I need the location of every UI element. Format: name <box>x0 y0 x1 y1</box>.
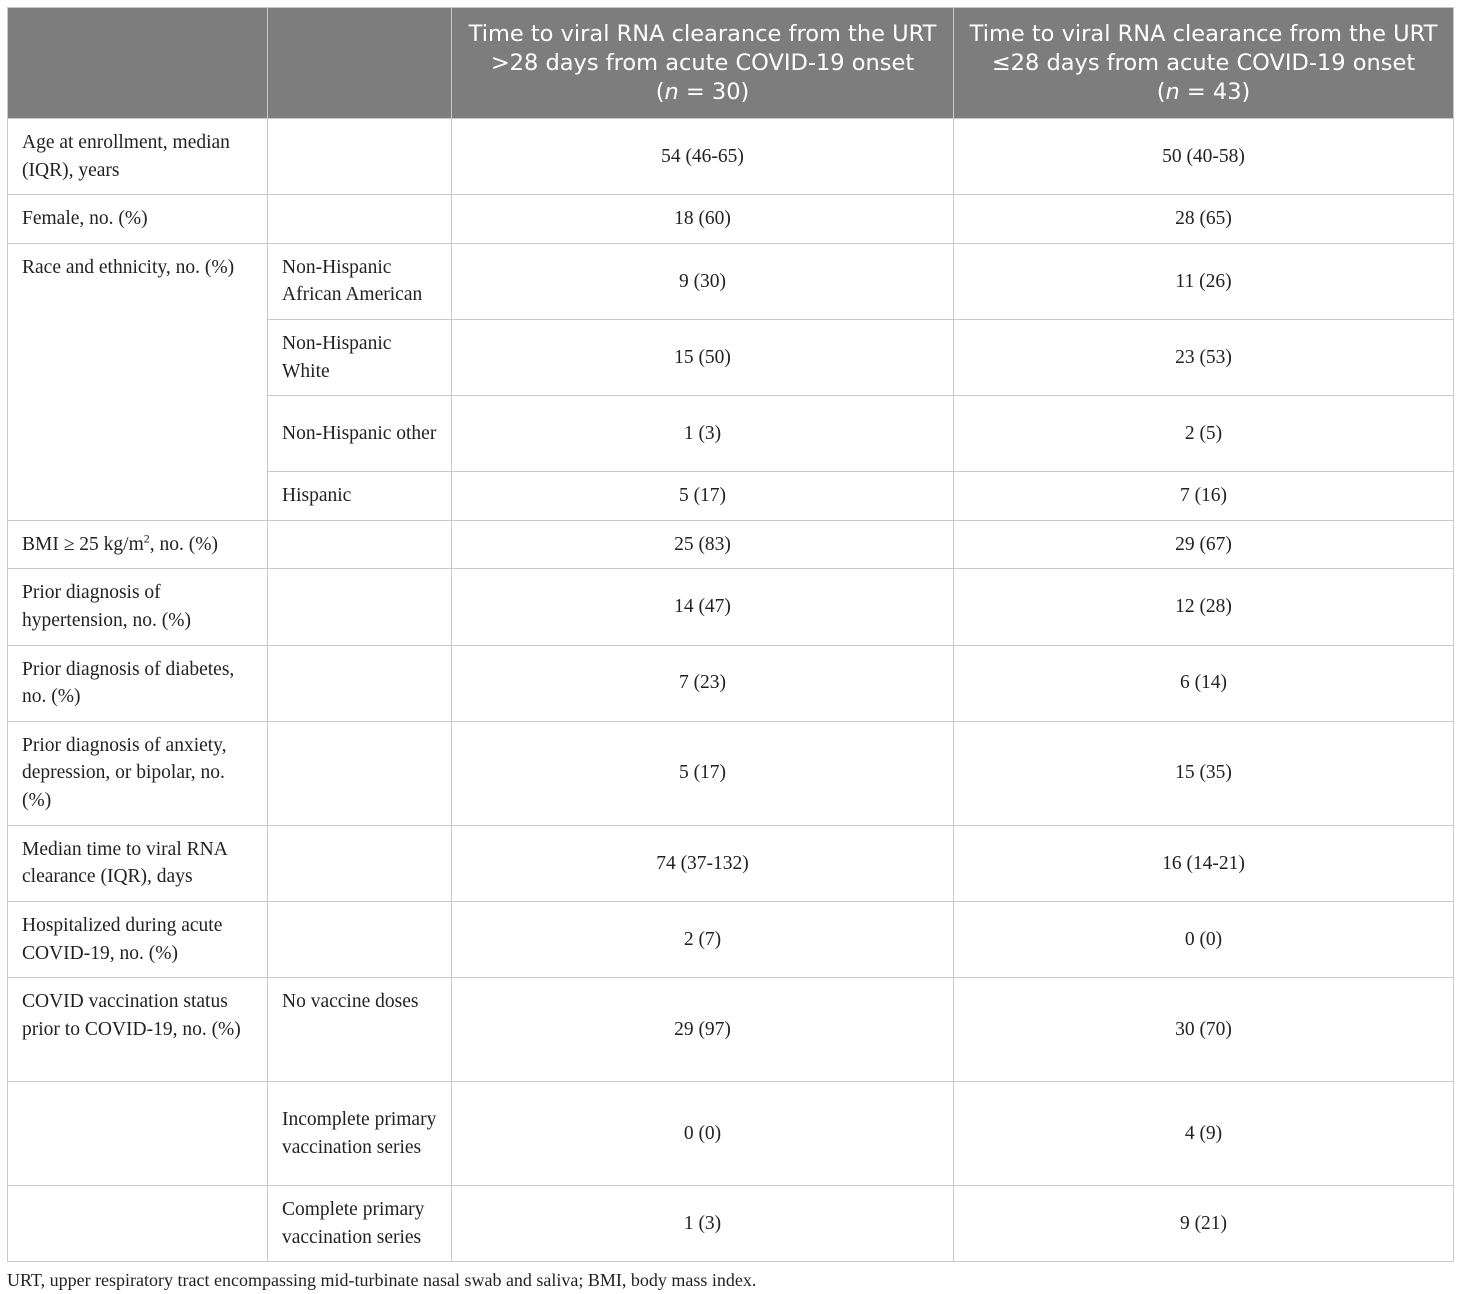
cell-le28: 29 (67) <box>954 520 1454 569</box>
cell-gt28: 14 (47) <box>452 569 954 645</box>
data-table <box>7 7 1454 1262</box>
cell-gt28: 2 (7) <box>452 901 954 977</box>
table-row-bmi <box>8 520 1454 569</box>
header-le28-n-label: n <box>1165 78 1180 105</box>
row-label <box>8 520 268 569</box>
cell-gt28: 0 (0) <box>452 1082 954 1186</box>
row-subgroup: Non-Hispanic other <box>268 396 452 472</box>
row-label: Hospitalized during acute COVID-19, no. (%) <box>8 901 268 977</box>
header-cell-characteristic <box>8 8 268 119</box>
cell-le28: 50 (40-58) <box>954 119 1454 195</box>
row-label-bmi-sup: 2 <box>143 531 150 546</box>
row-subgroup: Non-Hispanic White <box>268 319 452 395</box>
header-gt28-n-label: n <box>664 78 679 105</box>
cell-gt28: 29 (97) <box>452 978 954 1082</box>
cell-gt28: 9 (30) <box>452 243 954 319</box>
table-row-hypertension <box>8 569 1454 645</box>
header-le28-line1: Time to viral RNA clearance from the URT <box>969 20 1438 47</box>
row-label: COVID vaccination status prior to COVID-19, no. (%) <box>8 978 268 1082</box>
cell-le28: 23 (53) <box>954 319 1454 395</box>
header-gt28-line2: >28 days from acute COVID-19 onset <box>490 49 915 76</box>
table-footnote: URT, upper respiratory tract encompassing mid-turbinate nasal swab and saliva; BMI, body mass index. <box>7 1270 757 1291</box>
cell-le28: 2 (5) <box>954 396 1454 472</box>
row-subgroup: Incomplete primary vaccination series <box>268 1082 452 1186</box>
row-subgroup: No vaccine doses <box>268 978 452 1082</box>
cell-gt28: 18 (60) <box>452 195 954 244</box>
row-subgroup <box>268 569 452 645</box>
row-subgroup: Non-Hispanic African American <box>268 243 452 319</box>
row-label: Age at enrollment, median (IQR), years <box>8 119 268 195</box>
row-label <box>8 1082 268 1186</box>
header-cell-gt28 <box>452 8 954 119</box>
cell-gt28: 1 (3) <box>452 396 954 472</box>
cell-le28: 16 (14-21) <box>954 825 1454 901</box>
table-row-anxiety <box>8 721 1454 825</box>
header-le28-n: (n = 43) <box>1156 78 1251 105</box>
header-cell-subgroup <box>268 8 452 119</box>
header-gt28-n-value: = 30 <box>678 78 741 105</box>
header-gt28-line1: Time to viral RNA clearance from the URT <box>468 20 937 47</box>
cell-le28: 11 (26) <box>954 243 1454 319</box>
row-label: Race and ethnicity, no. (%) <box>8 243 268 520</box>
table-row-median-time <box>8 825 1454 901</box>
cell-le28: 15 (35) <box>954 721 1454 825</box>
row-label-bmi-pre: BMI ≥ 25 kg/m <box>22 533 144 555</box>
cell-gt28: 7 (23) <box>452 645 954 721</box>
header-gt28-n: (n = 30) <box>655 78 750 105</box>
header-le28-line2: ≤28 days from acute COVID-19 onset <box>991 49 1416 76</box>
row-label-bmi-post: , no. (%) <box>149 533 218 555</box>
table-row-female <box>8 195 1454 244</box>
row-label: Prior diagnosis of anxiety, depression, or bipolar, no. (%) <box>8 721 268 825</box>
table-row-diabetes <box>8 645 1454 721</box>
cell-le28: 7 (16) <box>954 472 1454 521</box>
row-label <box>8 1186 268 1262</box>
table-container <box>7 7 1453 1292</box>
table-row-vaccine-none <box>8 978 1454 1082</box>
row-label: Prior diagnosis of diabetes, no. (%) <box>8 645 268 721</box>
header-le28-n-value: = 43 <box>1179 78 1242 105</box>
cell-gt28: 15 (50) <box>452 319 954 395</box>
cell-le28: 4 (9) <box>954 1082 1454 1186</box>
row-subgroup <box>268 520 452 569</box>
row-subgroup: Complete primary vaccination series <box>268 1186 452 1262</box>
cell-gt28: 5 (17) <box>452 721 954 825</box>
cell-le28: 12 (28) <box>954 569 1454 645</box>
table-row-age <box>8 119 1454 195</box>
row-subgroup <box>268 119 452 195</box>
cell-le28: 30 (70) <box>954 978 1454 1082</box>
header-cell-le28 <box>954 8 1454 119</box>
row-subgroup <box>268 645 452 721</box>
row-subgroup <box>268 195 452 244</box>
cell-gt28: 5 (17) <box>452 472 954 521</box>
row-label: Prior diagnosis of hypertension, no. (%) <box>8 569 268 645</box>
header-row <box>8 8 1454 119</box>
cell-le28: 9 (21) <box>954 1186 1454 1262</box>
cell-le28: 28 (65) <box>954 195 1454 244</box>
cell-le28: 0 (0) <box>954 901 1454 977</box>
row-subgroup <box>268 825 452 901</box>
row-label: Female, no. (%) <box>8 195 268 244</box>
cell-le28: 6 (14) <box>954 645 1454 721</box>
table-row-vaccine-incomplete <box>8 1082 1454 1186</box>
table-row-hospitalized <box>8 901 1454 977</box>
table-row-vaccine-complete <box>8 1186 1454 1262</box>
row-subgroup <box>268 721 452 825</box>
cell-gt28: 1 (3) <box>452 1186 954 1262</box>
row-subgroup <box>268 901 452 977</box>
cell-gt28: 74 (37-132) <box>452 825 954 901</box>
cell-gt28: 54 (46-65) <box>452 119 954 195</box>
table-row-race-aa <box>8 243 1454 319</box>
cell-gt28: 25 (83) <box>452 520 954 569</box>
row-subgroup: Hispanic <box>268 472 452 521</box>
row-label: Median time to viral RNA clearance (IQR), days <box>8 825 268 901</box>
